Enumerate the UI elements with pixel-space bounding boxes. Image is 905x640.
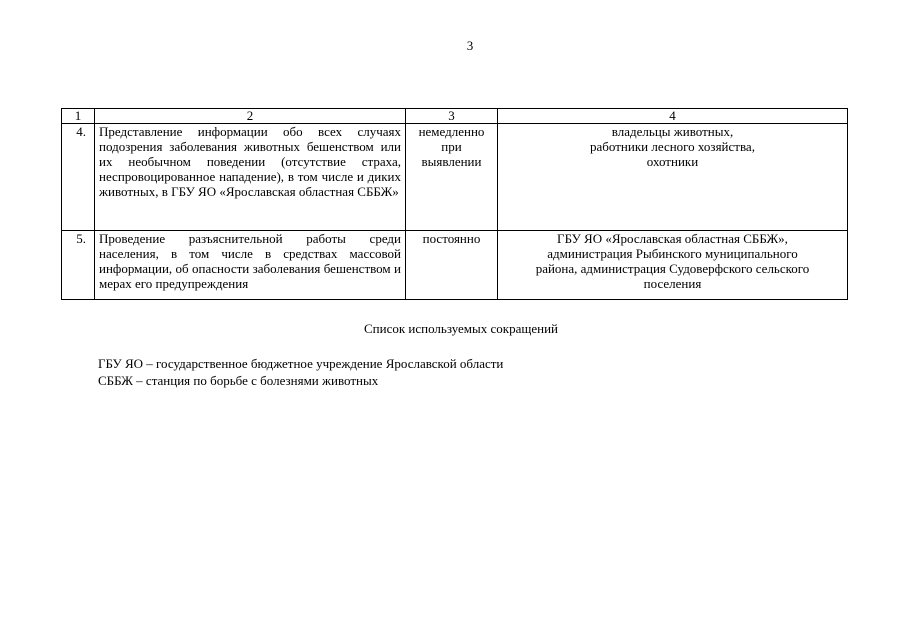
timing-line: выявлении xyxy=(421,154,482,169)
abbreviation-item: ГБУ ЯО – государственное бюджетное учреждение Ярославской области xyxy=(98,356,504,371)
measure-description: Проведение разъяснительной работы среди населения, в том числе в средствах массовой информации, об опасности заболевания бешенством и мерах его предупреждения xyxy=(95,231,406,300)
abbreviations-title: Список используемых сокращений xyxy=(363,321,559,336)
header-cell: 3 xyxy=(406,109,498,124)
responsible-line: работники лесного хозяйства, xyxy=(590,139,755,154)
responsible-line: ГБУ ЯО «Ярославская областная СББЖ», xyxy=(557,231,788,246)
abbreviation-item: СББЖ – станция по борьбе с болезнями животных xyxy=(98,373,379,388)
responsible-line: охотники xyxy=(646,154,699,169)
measure-timing xyxy=(406,231,498,300)
responsible-line: поселения xyxy=(643,276,702,291)
table-row xyxy=(62,231,848,300)
measure-timing xyxy=(406,124,498,231)
table-header-row xyxy=(62,109,848,124)
row-number: 5. xyxy=(62,231,95,300)
measure-responsible xyxy=(498,124,848,231)
header-cell: 2 xyxy=(95,109,406,124)
header-cell: 4 xyxy=(498,109,848,124)
responsible-line: района, администрация Судоверфского сельского xyxy=(535,261,810,276)
timing-line: немедленно xyxy=(418,124,485,139)
page-number: 3 xyxy=(466,38,474,53)
measures-table xyxy=(61,108,848,300)
measure-description: Представление информации обо всех случаях подозрения заболевания животных бешенством или их необычном поведении (отсутствие страха, неспровоцированное нападение), в том числе и диких животных, в ГБУ ЯО «Ярославская областная СББЖ» xyxy=(95,124,406,231)
abbreviations-list xyxy=(98,355,503,389)
header-cell: 1 xyxy=(62,109,95,124)
responsible-line: владельцы животных, xyxy=(611,124,734,139)
row-number: 4. xyxy=(62,124,95,231)
timing-line: постоянно xyxy=(422,231,481,246)
timing-line: при xyxy=(441,139,462,154)
measure-responsible xyxy=(498,231,848,300)
responsible-line: администрация Рыбинского муниципального xyxy=(547,246,798,261)
table-row xyxy=(62,124,848,231)
